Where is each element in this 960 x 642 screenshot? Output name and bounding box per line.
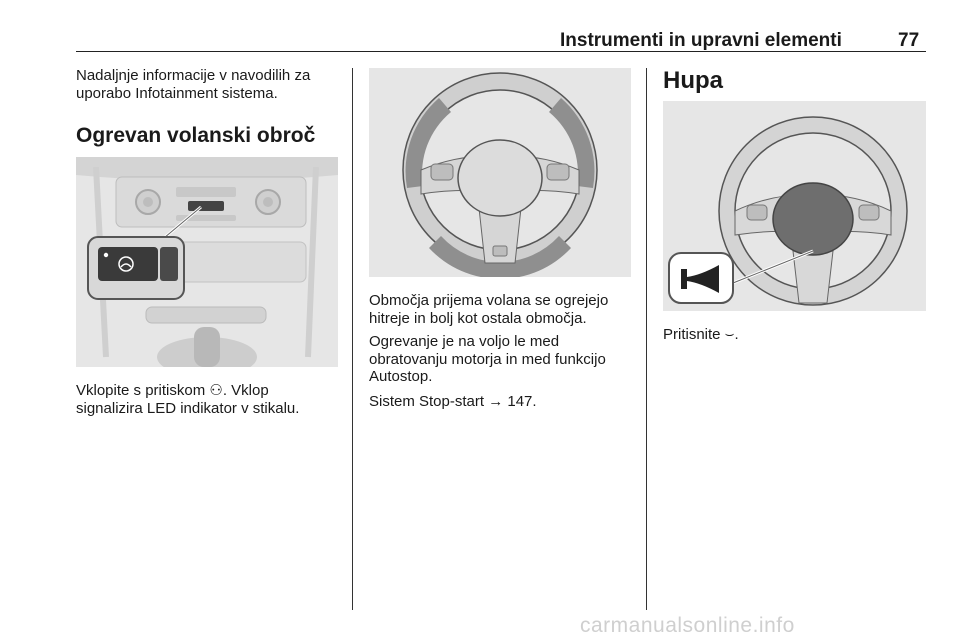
section-title-heated-wheel: Ogrevan volanski obroč bbox=[76, 124, 316, 147]
steering-wheel-heated-zones-illustration bbox=[369, 68, 631, 277]
p2-line-1: Ogrevanje je na voljo le med bbox=[369, 333, 560, 350]
p2-line-2: obratovanju motorja in med funkcijo bbox=[369, 350, 606, 368]
intro-line-2: uporabo Infotainment sistema. bbox=[76, 84, 278, 102]
engine-running-paragraph bbox=[369, 333, 606, 386]
p2-line-3: Autostop. bbox=[369, 368, 433, 386]
heated-zones-paragraph bbox=[369, 292, 608, 327]
running-header-title: Instrumenti in upravni elementi bbox=[560, 30, 842, 51]
heated-wheel-switch-illustration bbox=[76, 157, 338, 367]
horn-instruction: Pritisnite ⌣. bbox=[663, 326, 739, 343]
page-number: 77 bbox=[898, 30, 920, 51]
heated-wheel-caption bbox=[76, 382, 299, 417]
intro-text bbox=[76, 67, 310, 102]
intro-line-1: Nadaljnje informacije v navodilih za bbox=[76, 67, 311, 84]
caption-line-1: Vklopite s pritiskom ⚇. Vklop bbox=[76, 382, 269, 399]
column-divider-2 bbox=[646, 68, 647, 610]
p1-line-1: Območja prijema volana se ogrejejo bbox=[369, 292, 609, 309]
stop-start-reference[interactable]: Sistem Stop-start → 147. bbox=[369, 393, 537, 410]
horn-steering-wheel-illustration bbox=[663, 101, 926, 311]
section-title-horn: Hupa bbox=[663, 67, 723, 94]
p1-line-2: hitreje in bolj kot ostala območja. bbox=[369, 309, 587, 327]
watermark: carmanualsonline.info bbox=[580, 614, 795, 637]
caption-line-2: signalizira LED indikator v stikalu. bbox=[76, 399, 300, 417]
column-divider-1 bbox=[352, 68, 353, 610]
header-divider bbox=[76, 51, 926, 52]
